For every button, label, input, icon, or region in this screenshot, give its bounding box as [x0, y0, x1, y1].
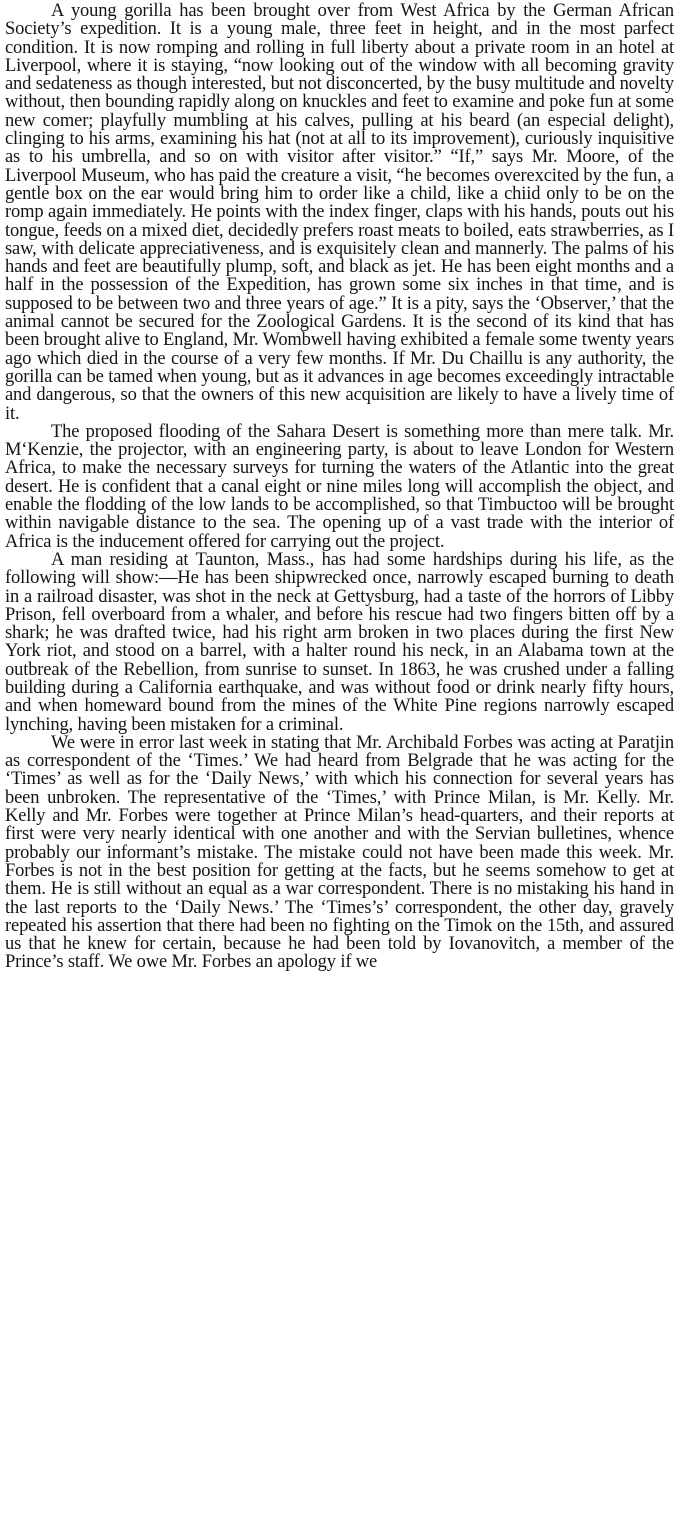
paragraph-sahara-flooding: The proposed flooding of the Sahara Desert is something more than mere talk. Mr. M‘Kenzie, the projector, with an engineering party, is about to leave London for Western Africa, to make the necessary surveys for turning the waters of the Atlantic into the great desert. He is confident that a canal eight or nine miles long will accomplish the object, and enable the flodding of the low lands to be accomplished, so that Timbuctoo will be brought within navigable distance to the sea. The opening up of a vast trade with the interior of Africa is the inducement offered for carrying out the project. [5, 421, 674, 552]
paragraph-gorilla: A young gorilla has been brought over from West Africa by the German African Society’s expedition. It is a young male, three feet in height, and in the most parfect condition. It is now romping and rolling in full liberty about a private room in an hotel at Liverpool, where it is staying, “now looking out of the window with all becoming gravity and sedateness as though interested, but not disconcerted, by the busy multitude and novelty without, then bounding rapidly along on knuckles and feet to examine and poke fun at some new comer; playfully mumbling at his calves, pulling at his beard (an especial delight), clinging to his arms, examining his hat (not at all to its improvement), curiously inquisitive as to his umbrella, and so on with visitor after visitor.” “If,” says Mr. Moore, of the Liverpool Museum, who has paid the creature a visit, “he becomes overexcited by the fun, a gentle box on the ear would bring him to order like a child, like a chiid only to be on the romp again immediately. He points with the index finger, claps with his hands, pouts out his tongue, feeds on a mixed diet, decidedly prefers roast meats to boiled, eats strawberries, as I saw, with delicate appreciativeness, and is exquisitely clean and mannerly. The palms of his hands and feet are beautifully plump, soft, and black as jet. He has been eight months and a half in the possession of the Expedition, has grown some six inches in that time, and is supposed to be between two and three years of age.” It is a pity, says the ‘Observer,’ that the animal cannot be secured for the Zoological Gardens. It is the second of its kind that has been brought alive to England, Mr. Wombwell having exhibited a female some twenty years ago which died in the course of a very few months. If Mr. Du Chaillu is any authority, the gorilla can be tamed when young, but as it advances in age becomes exceedingly intractable and dangerous, so that the owners of this new acquisition are likely to have a lively time of it. [5, 1, 675, 424]
paragraph-taunton-man: A man residing at Taunton, Mass., has had some hardships during his life, as the following will show:—He has been shipwrecked once, narrowly escaped burning to death in a railroad disaster, was shot in the neck at Gettysburg, had a taste of the horrors of Libby Prison, fell overboard from a whaler, and before his rescue had two fingers bitten off by a shark; he was drafted twice, had his right arm broken in two places during the first New York riot, and stood on a barrel, with a halter round his neck, in an Alabama town at the outbreak of the Rebellion, from sunrise to sunset. In 1863, he was crushed under a falling building during a California earthquake, and was without food or drink nearly fifty hours, and when homeward bound from the mines of the White Pine regions narrowly escaped lynching, having been mistaken for a criminal. [5, 549, 674, 735]
paragraph-forbes-correction: We were in error last week in stating that Mr. Archibald Forbes was acting at Paratjin as correspondent of the ‘Times.’ We had heard from Belgrade that he was acting for the ‘Times’ as well as for the ‘Daily News,’ with which his connection for several years has been unbroken. The representative of the ‘Times,’ with Prince Milan, is Mr. Kelly. Mr. Kelly and Mr. Forbes were together at Prince Milan’s head-quarters, and their reports at first were very nearly identical with one another and with the Servian bulletines, whence probably our informant’s mistake. The mistake could not have been made this week. Mr. Forbes is not in the best position for getting at the facts, but he seems somehow to get at them. He is still without an equal as a war correspondent. There is no mistaking his hand in the last reports to the ‘Daily News.’ The ‘Times’s’ correspondent, the other day, gravely repeated his assertion that there had been no fighting on the Timok on the 15th, and assured us that he knew for certain, because he had been told by Iovanovitch, a member of the Prince’s staff. We owe Mr. Forbes an apology if we [5, 732, 674, 973]
